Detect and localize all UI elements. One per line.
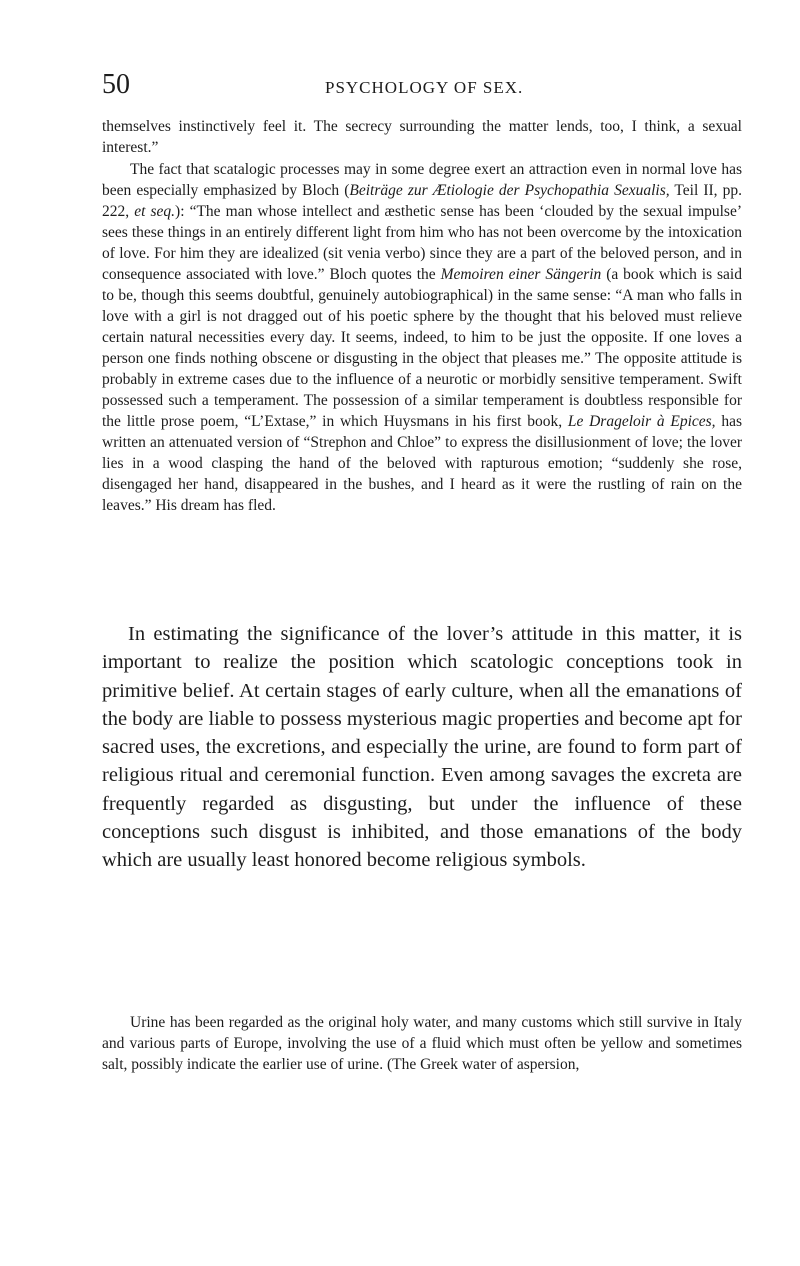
text-run: The fact that scatalogic processes may in some degree exert an attraction even in normal love has been especially emphasized by Bloch ( (102, 161, 742, 199)
paragraph-main: In estimating the significance of the lover’s attitude in this matter, it is important to realize the position which scatologic conceptions took in primitive belief. At certain stages of early culture, when all the emanations of the body are liable to possess mysterious magic properties and become apt for sacred uses, the excretions, and especially the urine, are found to form part of religious ritual and ceremonial function. Even among savages the excreta are frequently regarded as disgusting, but under the influence of these conceptions such disgust is inhibited, and those emanations of the body which are usually least honored become religious symbols. (102, 623, 742, 872)
text-run: has written an attenuated version of “Strephon and Chloe” to express the disillusionment of love; the lover lies in a wood clasping the hand of the beloved with rapturous emotion; “suddenly she rose, disengaged her hand, disappeared in the bushes, and I heard as it were the rustling of rain on the leaves.” His dream has fled. (102, 413, 742, 514)
italic-title-beitrage: Beiträge zur Ætiologie der Psychopathia Sexualis, (349, 182, 670, 199)
running-head: PSYCHOLOGY OF SEX. (325, 78, 524, 97)
italic-et-seq: et seq. (134, 203, 176, 220)
paragraph-bloch-quote (102, 159, 742, 516)
italic-title-memoiren: Memoiren einer Sängerin (440, 266, 602, 283)
page-number: 50 (102, 69, 130, 100)
text-run: Teil II, pp. 222, (102, 182, 742, 220)
text-run: (a book which is said to be, though this seems doubtful, genuinely autobiographical) in the same sense: “A man who falls in love with a girl is not dragged out of his poetic sphere by the thought that his beloved must relieve certain natural necessities every day. It seems, indeed, to him to be just the opposite. If one loves a person one finds nothing obscene or disgusting in the object that pleases me.” The opposite attitude is probably in extreme cases due to the influence of a neurotic or morbidly sensitive temperament. Swift possessed such a temperament. The possession of a similar temperament is doubtless responsible for the little prose poem, “L’Extase,” in which Huysmans in his first book, (102, 266, 742, 430)
paragraph-continuation: themselves instinctively feel it. The secrecy surrounding the matter lends, too, I think, a sexual interest.” (102, 118, 742, 156)
text-run: ): “The man whose intellect and æsthetic sense has been ‘clouded by the sexual impulse’ sees these things in an entirely different light from him who has not been overcome by the intoxication of love. For him they are idealized (sit venia verbo) since they are a part of the beloved person, and in consequence associated with love.” Bloch quotes the (102, 203, 742, 283)
paragraph-urine: Urine has been regarded as the original holy water, and many customs which still survive in Italy and various parts of Europe, involving the use of a fluid which must often be yellow and sometimes salt, possibly indicate the earlier use of urine. (The Greek water of aspersion, (102, 1014, 742, 1073)
italic-title-drageloir: Le Drageloir à Epices, (567, 413, 716, 430)
